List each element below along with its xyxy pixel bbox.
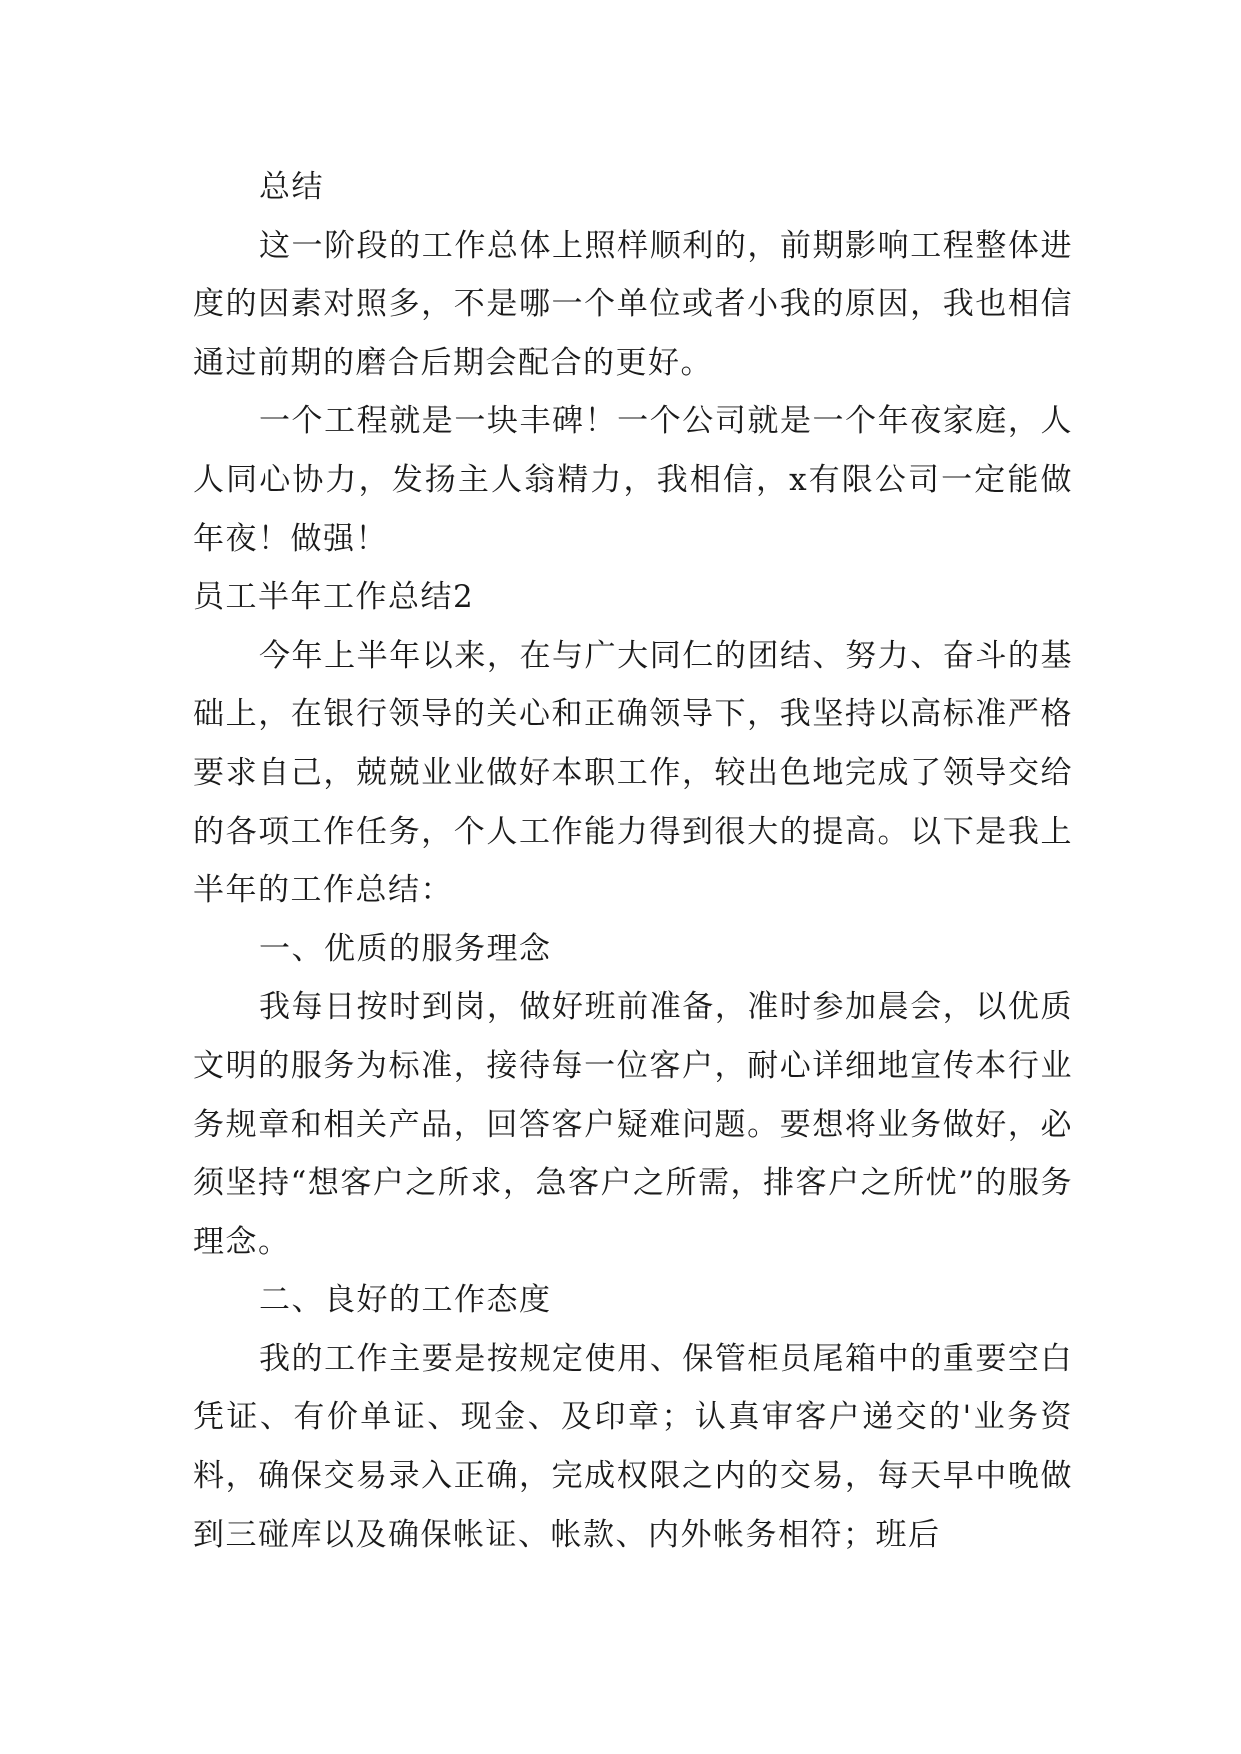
paragraph-stage-overview: 这一阶段的工作总体上照样顺利的，前期影响工程整体进度的因素对照多，不是哪一个单位或者小我的原因，我也相信通过前期的磨合后期会配合的更好。 <box>193 227 1073 381</box>
paragraph-summary-label: 总结 <box>259 169 324 205</box>
paragraph-company-slogan: 一个工程就是一块丰碑！一个公司就是一个年夜家庭，人人同心协力，发扬主人翁精力，我相信，x有限公司一定能做年夜！做强！ <box>193 403 1073 557</box>
paragraph-intro: 今年上半年以来，在与广大同仁的团结、努力、奋斗的基础上，在银行领导的关心和正确领导下，我坚持以高标准严格要求自己，兢兢业业做好本职工作，较出色地完成了领导交给的各项工作任务，个人工作能力得到很大的提高。以下是我上半年的工作总结： <box>193 637 1073 909</box>
document-body <box>193 158 1073 1564</box>
subheading-service-concept: 一、优质的服务理念 <box>259 930 552 967</box>
paragraph-work-attitude: 我的工作主要是按规定使用、保管柜员尾箱中的重要空白凭证、有价单证、现金、及印章；认真审客户递交的'业务资料，确保交易录入正确，完成权限之内的交易，每天早中晚做到三碰库以及确保帐证、帐款、内外帐务相符；班后 <box>193 1340 1073 1553</box>
subheading-work-attitude: 二、良好的工作态度 <box>259 1282 552 1319</box>
section-title: 员工半年工作总结2 <box>193 579 475 616</box>
paragraph-service-concept: 我每日按时到岗，做好班前准备，准时参加晨会，以优质文明的服务为标准，接待每一位客户，耐心详细地宣传本行业务规章和相关产品，回答客户疑难问题。要想将业务做好，必须坚持“想客户之所求，急客户之所需，排客户之所忧”的服务理念。 <box>193 989 1073 1260</box>
